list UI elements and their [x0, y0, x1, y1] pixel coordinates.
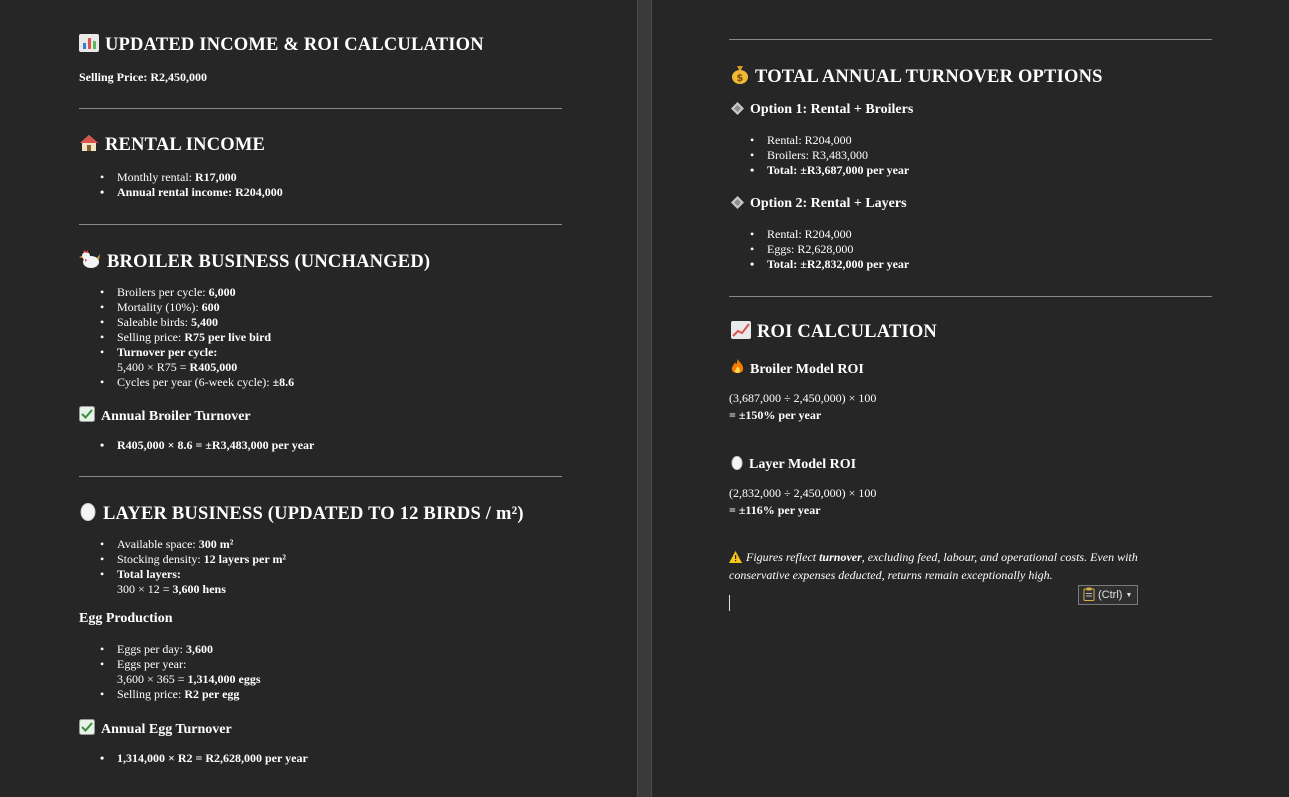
money-bag-icon [731, 64, 749, 90]
list-item: • Eggs per day: 3,600 [117, 642, 261, 657]
option1-list [729, 133, 909, 178]
broiler-heading-text: BROILER BUSINESS (UNCHANGED) [107, 252, 431, 272]
layer-roi-calc: (2,832,000 ÷ 2,450,000) × 100 [729, 486, 877, 500]
option2-heading-text: Option 2: Rental + Layers [750, 196, 907, 211]
layer-roi-heading [731, 455, 856, 475]
egg-icon [79, 501, 97, 527]
roi-heading [731, 321, 937, 345]
egg-production-list [79, 642, 261, 702]
rental-heading [79, 134, 265, 158]
list-item: • Available space: 300 m² [117, 537, 286, 552]
document-page-left[interactable] [0, 0, 638, 797]
selling-price: Selling Price: R2,450,000 [79, 70, 207, 84]
page-gap [638, 0, 651, 797]
list-item: • Annual rental income: R204,000 [117, 185, 283, 200]
option1-heading-text: Option 1: Rental + Broilers [750, 102, 914, 117]
house-icon [79, 134, 99, 158]
rental-heading-text: RENTAL INCOME [105, 135, 266, 155]
broiler-roi-heading-text: Broiler Model ROI [750, 362, 864, 377]
divider [729, 296, 1212, 297]
clipboard-icon [1083, 587, 1095, 604]
annual-broiler-list [79, 438, 314, 453]
text-cursor [729, 595, 730, 611]
annual-egg-heading-text: Annual Egg Turnover [101, 722, 232, 737]
list-item: • Rental: R204,000 [767, 133, 909, 148]
list-item: • Mortality (10%): 600 [117, 300, 294, 315]
annual-egg-heading [79, 719, 232, 740]
list-item: • Monthly rental: R17,000 [117, 170, 283, 185]
fire-icon [731, 359, 744, 380]
broiler-heading [79, 249, 430, 275]
check-box-icon [79, 406, 95, 427]
diamond-icon [731, 196, 744, 214]
list-item: • Total: ±R3,687,000 per year [767, 163, 909, 178]
bar-chart-icon [79, 34, 99, 58]
paste-options-button[interactable] [1078, 585, 1138, 605]
list-item: • Eggs: R2,628,000 [767, 242, 909, 257]
turnover-heading-text: TOTAL ANNUAL TURNOVER OPTIONS [755, 67, 1103, 87]
title-heading [79, 34, 484, 58]
layer-list [79, 537, 286, 597]
list-item: • Cycles per year (6-week cycle): ±8.6 [117, 375, 294, 390]
annual-broiler-heading [79, 406, 251, 427]
roi-heading-text: ROI CALCULATION [757, 322, 937, 342]
option2-list [729, 227, 909, 272]
list-item: • Stocking density: 12 layers per m² [117, 552, 286, 567]
egg-icon [731, 455, 743, 475]
list-item: • 1,314,000 × R2 = R2,628,000 per year [117, 751, 308, 766]
rental-list [79, 170, 283, 200]
chart-increasing-icon [731, 321, 751, 345]
layer-roi-heading-text: Layer Model ROI [749, 457, 857, 472]
list-item: • Selling price: R75 per live bird [117, 330, 294, 345]
document-title: UPDATED INCOME & ROI CALCULATION [105, 35, 484, 55]
rooster-icon [79, 249, 101, 275]
annual-egg-list [79, 751, 308, 766]
layer-heading-text: LAYER BUSINESS (UPDATED TO 12 BIRDS / m²) [103, 504, 524, 524]
divider [79, 476, 562, 477]
note-emphasis: turnover [819, 550, 862, 564]
list-item: • Turnover per cycle: 5,400 × R75 = R405,000 [117, 345, 294, 375]
option2-heading [731, 196, 907, 214]
diamond-icon [731, 102, 744, 120]
list-item: • Rental: R204,000 [767, 227, 909, 242]
broiler-roi-heading [731, 359, 864, 380]
list-item: • Saleable birds: 5,400 [117, 315, 294, 330]
svg-text:$: $ [736, 73, 744, 84]
layer-heading [79, 501, 524, 527]
list-item: • R405,000 × 8.6 = ±R3,483,000 per year [117, 438, 314, 453]
list-item: • Total: ±R2,832,000 per year [767, 257, 909, 272]
broiler-roi-calc: (3,687,000 ÷ 2,450,000) × 100 [729, 391, 877, 405]
broiler-list [79, 285, 294, 390]
list-item: • Eggs per year: 3,600 × 365 = 1,314,000 eggs [117, 657, 261, 687]
document-page-right[interactable] [651, 0, 1289, 797]
warning-icon [729, 551, 742, 568]
layer-roi-result: = ±116% per year [729, 503, 821, 517]
disclaimer-note [729, 550, 1189, 583]
egg-production-heading: Egg Production [79, 611, 173, 626]
paste-options-label: (Ctrl) [1098, 589, 1123, 601]
dropdown-arrow-icon: ▼ [1125, 591, 1133, 599]
note-text-end: , excluding feed, labour, and operational costs. Even with conservative expenses deducted, returns remain exceptionally high. [729, 550, 1138, 582]
list-item: • Broilers per cycle: 6,000 [117, 285, 294, 300]
note-text: Figures reflect [746, 550, 820, 564]
list-item: • Broilers: R3,483,000 [767, 148, 909, 163]
list-item: • Total layers: 300 × 12 = 3,600 hens [117, 567, 286, 597]
divider [79, 108, 562, 109]
turnover-heading [731, 64, 1103, 90]
divider [79, 224, 562, 225]
annual-broiler-heading-text: Annual Broiler Turnover [101, 409, 251, 424]
option1-heading [731, 102, 913, 120]
broiler-roi-result: = ±150% per year [729, 408, 822, 422]
divider [729, 39, 1212, 40]
check-box-icon [79, 719, 95, 740]
list-item: • Selling price: R2 per egg [117, 687, 261, 702]
